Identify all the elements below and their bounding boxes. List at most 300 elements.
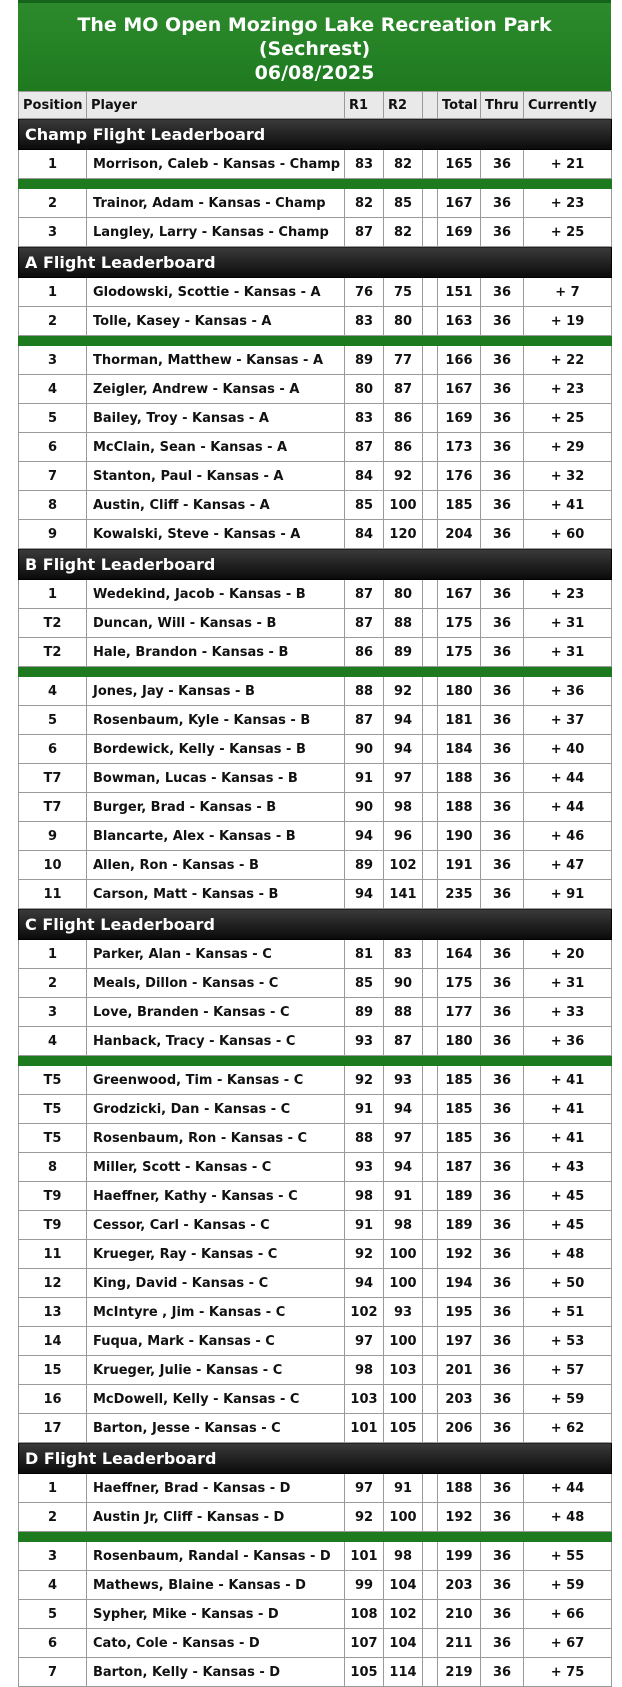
position-cell: 16 xyxy=(19,1385,87,1414)
position-cell: T5 xyxy=(19,1066,87,1095)
thru-cell: 36 xyxy=(481,706,524,735)
r2-cell: 77 xyxy=(384,346,423,375)
r2-cell: 141 xyxy=(384,880,423,909)
total-cell: 151 xyxy=(438,278,481,307)
r1-cell: 97 xyxy=(345,1474,384,1503)
r2-cell: 80 xyxy=(384,307,423,336)
currently-cell: + 37 xyxy=(524,706,612,735)
table-row xyxy=(19,1600,612,1629)
r1-cell: 88 xyxy=(345,1124,384,1153)
r1-cell: 89 xyxy=(345,346,384,375)
thru-cell: 36 xyxy=(481,1240,524,1269)
blank-cell xyxy=(423,1414,438,1443)
table-row xyxy=(19,1027,612,1056)
position-cell: 8 xyxy=(19,491,87,520)
table-row xyxy=(19,1182,612,1211)
blank-cell xyxy=(423,1182,438,1211)
total-cell: 188 xyxy=(438,793,481,822)
player-cell: Blancarte, Alex - Kansas - B xyxy=(87,822,345,851)
blank-cell xyxy=(423,1658,438,1687)
flight-title: D Flight Leaderboard xyxy=(19,1443,612,1474)
table-row xyxy=(19,1327,612,1356)
blank-cell xyxy=(423,609,438,638)
player-cell: Carson, Matt - Kansas - B xyxy=(87,880,345,909)
total-cell: 197 xyxy=(438,1327,481,1356)
blank-cell xyxy=(423,433,438,462)
total-cell: 184 xyxy=(438,735,481,764)
total-cell: 167 xyxy=(438,375,481,404)
position-cell: 17 xyxy=(19,1414,87,1443)
currently-cell: + 44 xyxy=(524,1474,612,1503)
blank-cell xyxy=(423,1327,438,1356)
blank-cell xyxy=(423,851,438,880)
table-row xyxy=(19,822,612,851)
total-cell: 180 xyxy=(438,1027,481,1056)
table-row xyxy=(19,1503,612,1532)
blank-cell xyxy=(423,1269,438,1298)
blank-cell xyxy=(423,822,438,851)
thru-cell: 36 xyxy=(481,1269,524,1298)
player-cell: Greenwood, Tim - Kansas - C xyxy=(87,1066,345,1095)
player-cell: Zeigler, Andrew - Kansas - A xyxy=(87,375,345,404)
position-cell: 6 xyxy=(19,735,87,764)
blank-cell xyxy=(423,218,438,247)
blank-cell xyxy=(423,1153,438,1182)
r2-cell: 91 xyxy=(384,1474,423,1503)
page-title xyxy=(18,0,611,91)
r1-cell: 82 xyxy=(345,189,384,218)
thru-cell: 36 xyxy=(481,1503,524,1532)
r1-cell: 90 xyxy=(345,793,384,822)
blank-cell xyxy=(423,1385,438,1414)
thru-cell: 36 xyxy=(481,1600,524,1629)
r2-cell: 93 xyxy=(384,1066,423,1095)
blank-cell xyxy=(423,580,438,609)
currently-cell: + 48 xyxy=(524,1240,612,1269)
player-cell: Krueger, Ray - Kansas - C xyxy=(87,1240,345,1269)
total-cell: 195 xyxy=(438,1298,481,1327)
thru-cell: 36 xyxy=(481,1211,524,1240)
position-cell: T5 xyxy=(19,1124,87,1153)
cut-divider xyxy=(19,336,612,346)
player-cell: Rosenbaum, Kyle - Kansas - B xyxy=(87,706,345,735)
flight-header xyxy=(19,247,612,278)
position-cell: 3 xyxy=(19,1542,87,1571)
blank-cell xyxy=(423,1095,438,1124)
table-row xyxy=(19,969,612,998)
position-cell: 6 xyxy=(19,433,87,462)
r2-cell: 120 xyxy=(384,520,423,549)
currently-cell: + 19 xyxy=(524,307,612,336)
total-cell: 175 xyxy=(438,969,481,998)
thru-cell: 36 xyxy=(481,491,524,520)
r2-cell: 96 xyxy=(384,822,423,851)
blank-cell xyxy=(423,1503,438,1532)
currently-cell: + 48 xyxy=(524,1503,612,1532)
thru-cell: 36 xyxy=(481,278,524,307)
cut-divider xyxy=(19,1532,612,1542)
position-cell: 4 xyxy=(19,1571,87,1600)
r2-cell: 89 xyxy=(384,638,423,667)
r2-cell: 102 xyxy=(384,851,423,880)
r1-cell: 101 xyxy=(345,1542,384,1571)
position-cell: 3 xyxy=(19,998,87,1027)
blank-cell xyxy=(423,764,438,793)
table-row xyxy=(19,677,612,706)
r2-cell: 100 xyxy=(384,491,423,520)
currently-cell: + 40 xyxy=(524,735,612,764)
cut-divider-bar xyxy=(19,336,612,346)
thru-cell: 36 xyxy=(481,1658,524,1687)
r1-cell: 94 xyxy=(345,880,384,909)
currently-cell: + 33 xyxy=(524,998,612,1027)
thru-cell: 36 xyxy=(481,1124,524,1153)
table-row xyxy=(19,1414,612,1443)
thru-cell: 36 xyxy=(481,1474,524,1503)
col-r1: R1 xyxy=(345,92,384,119)
table-row xyxy=(19,851,612,880)
r1-cell: 98 xyxy=(345,1182,384,1211)
blank-cell xyxy=(423,404,438,433)
column-header-row xyxy=(19,92,612,119)
r1-cell: 87 xyxy=(345,706,384,735)
player-cell: Thorman, Matthew - Kansas - A xyxy=(87,346,345,375)
position-cell: 14 xyxy=(19,1327,87,1356)
currently-cell: + 21 xyxy=(524,150,612,179)
player-cell: Kowalski, Steve - Kansas - A xyxy=(87,520,345,549)
thru-cell: 36 xyxy=(481,1571,524,1600)
position-cell: 5 xyxy=(19,706,87,735)
blank-cell xyxy=(423,793,438,822)
r1-cell: 80 xyxy=(345,375,384,404)
currently-cell: + 20 xyxy=(524,940,612,969)
position-cell: 4 xyxy=(19,1027,87,1056)
currently-cell: + 32 xyxy=(524,462,612,491)
r2-cell: 100 xyxy=(384,1240,423,1269)
total-cell: 185 xyxy=(438,1095,481,1124)
r1-cell: 91 xyxy=(345,764,384,793)
currently-cell: + 23 xyxy=(524,580,612,609)
thru-cell: 36 xyxy=(481,520,524,549)
position-cell: 5 xyxy=(19,404,87,433)
table-row xyxy=(19,189,612,218)
position-cell: 4 xyxy=(19,375,87,404)
r2-cell: 103 xyxy=(384,1356,423,1385)
r1-cell: 107 xyxy=(345,1629,384,1658)
total-cell: 187 xyxy=(438,1153,481,1182)
blank-cell xyxy=(423,150,438,179)
r2-cell: 102 xyxy=(384,1600,423,1629)
blank-cell xyxy=(423,189,438,218)
position-cell: 2 xyxy=(19,969,87,998)
currently-cell: + 75 xyxy=(524,1658,612,1687)
currently-cell: + 25 xyxy=(524,218,612,247)
table-row xyxy=(19,1211,612,1240)
r1-cell: 92 xyxy=(345,1240,384,1269)
player-cell: Bordewick, Kelly - Kansas - B xyxy=(87,735,345,764)
currently-cell: + 41 xyxy=(524,491,612,520)
total-cell: 185 xyxy=(438,491,481,520)
position-cell: 4 xyxy=(19,677,87,706)
r1-cell: 86 xyxy=(345,638,384,667)
cut-divider xyxy=(19,1056,612,1066)
r1-cell: 102 xyxy=(345,1298,384,1327)
r1-cell: 91 xyxy=(345,1095,384,1124)
cut-divider xyxy=(19,179,612,189)
player-cell: Tolle, Kasey - Kansas - A xyxy=(87,307,345,336)
r1-cell: 103 xyxy=(345,1385,384,1414)
total-cell: 190 xyxy=(438,822,481,851)
r1-cell: 88 xyxy=(345,677,384,706)
table-row xyxy=(19,404,612,433)
thru-cell: 36 xyxy=(481,1027,524,1056)
player-cell: Cessor, Carl - Kansas - C xyxy=(87,1211,345,1240)
r2-cell: 88 xyxy=(384,998,423,1027)
player-cell: Austin, Cliff - Kansas - A xyxy=(87,491,345,520)
total-cell: 235 xyxy=(438,880,481,909)
blank-cell xyxy=(423,638,438,667)
total-cell: 201 xyxy=(438,1356,481,1385)
thru-cell: 36 xyxy=(481,1095,524,1124)
table-row xyxy=(19,346,612,375)
currently-cell: + 41 xyxy=(524,1124,612,1153)
position-cell: T9 xyxy=(19,1182,87,1211)
blank-cell xyxy=(423,491,438,520)
blank-cell xyxy=(423,1474,438,1503)
table-row xyxy=(19,278,612,307)
currently-cell: + 41 xyxy=(524,1066,612,1095)
flight-header xyxy=(19,909,612,940)
r2-cell: 75 xyxy=(384,278,423,307)
table-row xyxy=(19,793,612,822)
thru-cell: 36 xyxy=(481,375,524,404)
table-row xyxy=(19,1629,612,1658)
total-cell: 177 xyxy=(438,998,481,1027)
total-cell: 199 xyxy=(438,1542,481,1571)
table-row xyxy=(19,520,612,549)
player-cell: Hale, Brandon - Kansas - B xyxy=(87,638,345,667)
total-cell: 203 xyxy=(438,1385,481,1414)
currently-cell: + 31 xyxy=(524,609,612,638)
thru-cell: 36 xyxy=(481,1629,524,1658)
blank-cell xyxy=(423,1066,438,1095)
blank-cell xyxy=(423,520,438,549)
r2-cell: 94 xyxy=(384,706,423,735)
flight-title: A Flight Leaderboard xyxy=(19,247,612,278)
blank-cell xyxy=(423,375,438,404)
blank-cell xyxy=(423,1124,438,1153)
total-cell: 180 xyxy=(438,677,481,706)
table-row xyxy=(19,1658,612,1687)
table-row xyxy=(19,1095,612,1124)
r2-cell: 88 xyxy=(384,609,423,638)
flight-title: C Flight Leaderboard xyxy=(19,909,612,940)
blank-cell xyxy=(423,278,438,307)
r1-cell: 83 xyxy=(345,307,384,336)
thru-cell: 36 xyxy=(481,150,524,179)
total-cell: 189 xyxy=(438,1211,481,1240)
thru-cell: 36 xyxy=(481,880,524,909)
r2-cell: 82 xyxy=(384,150,423,179)
position-cell: 11 xyxy=(19,1240,87,1269)
thru-cell: 36 xyxy=(481,189,524,218)
player-cell: Barton, Jesse - Kansas - C xyxy=(87,1414,345,1443)
thru-cell: 36 xyxy=(481,1066,524,1095)
r1-cell: 85 xyxy=(345,491,384,520)
total-cell: 167 xyxy=(438,189,481,218)
thru-cell: 36 xyxy=(481,307,524,336)
thru-cell: 36 xyxy=(481,793,524,822)
currently-cell: + 25 xyxy=(524,404,612,433)
thru-cell: 36 xyxy=(481,677,524,706)
position-cell: 1 xyxy=(19,1474,87,1503)
player-cell: Mathews, Blaine - Kansas - D xyxy=(87,1571,345,1600)
flight-header xyxy=(19,119,612,150)
total-cell: 204 xyxy=(438,520,481,549)
player-cell: Krueger, Julie - Kansas - C xyxy=(87,1356,345,1385)
position-cell: 8 xyxy=(19,1153,87,1182)
position-cell: 2 xyxy=(19,307,87,336)
player-cell: Jones, Jay - Kansas - B xyxy=(87,677,345,706)
thru-cell: 36 xyxy=(481,1153,524,1182)
player-cell: Grodzicki, Dan - Kansas - C xyxy=(87,1095,345,1124)
r2-cell: 87 xyxy=(384,1027,423,1056)
thru-cell: 36 xyxy=(481,462,524,491)
currently-cell: + 29 xyxy=(524,433,612,462)
r2-cell: 98 xyxy=(384,1542,423,1571)
thru-cell: 36 xyxy=(481,346,524,375)
thru-cell: 36 xyxy=(481,735,524,764)
position-cell: 2 xyxy=(19,1503,87,1532)
r2-cell: 100 xyxy=(384,1269,423,1298)
currently-cell: + 31 xyxy=(524,969,612,998)
thru-cell: 36 xyxy=(481,764,524,793)
r2-cell: 98 xyxy=(384,793,423,822)
blank-cell xyxy=(423,346,438,375)
currently-cell: + 67 xyxy=(524,1629,612,1658)
blank-cell xyxy=(423,677,438,706)
player-cell: Trainor, Adam - Kansas - Champ xyxy=(87,189,345,218)
blank-cell xyxy=(423,1571,438,1600)
cut-divider xyxy=(19,667,612,677)
thru-cell: 36 xyxy=(481,1356,524,1385)
player-cell: Sypher, Mike - Kansas - D xyxy=(87,1600,345,1629)
blank-cell xyxy=(423,1542,438,1571)
currently-cell: + 91 xyxy=(524,880,612,909)
thru-cell: 36 xyxy=(481,969,524,998)
r2-cell: 104 xyxy=(384,1571,423,1600)
flight-header xyxy=(19,549,612,580)
event-date: 06/08/2025 xyxy=(254,62,375,84)
r1-cell: 94 xyxy=(345,1269,384,1298)
r1-cell: 98 xyxy=(345,1356,384,1385)
thru-cell: 36 xyxy=(481,1385,524,1414)
position-cell: T7 xyxy=(19,764,87,793)
currently-cell: + 57 xyxy=(524,1356,612,1385)
total-cell: 175 xyxy=(438,638,481,667)
total-cell: 203 xyxy=(438,1571,481,1600)
currently-cell: + 59 xyxy=(524,1571,612,1600)
player-cell: Haeffner, Brad - Kansas - D xyxy=(87,1474,345,1503)
position-cell: 12 xyxy=(19,1269,87,1298)
r1-cell: 92 xyxy=(345,1066,384,1095)
leaderboard-table xyxy=(18,91,612,1687)
player-cell: Bowman, Lucas - Kansas - B xyxy=(87,764,345,793)
col-player: Player xyxy=(87,92,345,119)
r1-cell: 91 xyxy=(345,1211,384,1240)
col-thru: Thru xyxy=(481,92,524,119)
thru-cell: 36 xyxy=(481,580,524,609)
r2-cell: 94 xyxy=(384,735,423,764)
currently-cell: + 53 xyxy=(524,1327,612,1356)
r2-cell: 90 xyxy=(384,969,423,998)
table-row xyxy=(19,1124,612,1153)
r2-cell: 93 xyxy=(384,1298,423,1327)
total-cell: 206 xyxy=(438,1414,481,1443)
table-row xyxy=(19,735,612,764)
blank-cell xyxy=(423,880,438,909)
r2-cell: 92 xyxy=(384,677,423,706)
r1-cell: 83 xyxy=(345,404,384,433)
position-cell: T2 xyxy=(19,609,87,638)
r1-cell: 101 xyxy=(345,1414,384,1443)
currently-cell: + 45 xyxy=(524,1211,612,1240)
position-cell: T2 xyxy=(19,638,87,667)
position-cell: 5 xyxy=(19,1600,87,1629)
blank-cell xyxy=(423,735,438,764)
currently-cell: + 59 xyxy=(524,1385,612,1414)
position-cell: T7 xyxy=(19,793,87,822)
r2-cell: 97 xyxy=(384,764,423,793)
player-cell: Allen, Ron - Kansas - B xyxy=(87,851,345,880)
total-cell: 189 xyxy=(438,1182,481,1211)
r1-cell: 99 xyxy=(345,1571,384,1600)
r2-cell: 80 xyxy=(384,580,423,609)
r2-cell: 97 xyxy=(384,1124,423,1153)
cut-divider-bar xyxy=(19,1056,612,1066)
blank-cell xyxy=(423,462,438,491)
r1-cell: 89 xyxy=(345,851,384,880)
currently-cell: + 60 xyxy=(524,520,612,549)
position-cell: 11 xyxy=(19,880,87,909)
total-cell: 175 xyxy=(438,609,481,638)
player-cell: Cato, Cole - Kansas - D xyxy=(87,1629,345,1658)
currently-cell: + 41 xyxy=(524,1095,612,1124)
table-row xyxy=(19,880,612,909)
table-row xyxy=(19,706,612,735)
currently-cell: + 36 xyxy=(524,1027,612,1056)
r2-cell: 91 xyxy=(384,1182,423,1211)
position-cell: 1 xyxy=(19,278,87,307)
position-cell: T9 xyxy=(19,1211,87,1240)
table-row xyxy=(19,1356,612,1385)
player-cell: McIntyre , Jim - Kansas - C xyxy=(87,1298,345,1327)
thru-cell: 36 xyxy=(481,998,524,1027)
player-cell: Parker, Alan - Kansas - C xyxy=(87,940,345,969)
table-row xyxy=(19,150,612,179)
total-cell: 166 xyxy=(438,346,481,375)
r2-cell: 114 xyxy=(384,1658,423,1687)
position-cell: T5 xyxy=(19,1095,87,1124)
r1-cell: 93 xyxy=(345,1153,384,1182)
currently-cell: + 22 xyxy=(524,346,612,375)
thru-cell: 36 xyxy=(481,822,524,851)
position-cell: 6 xyxy=(19,1629,87,1658)
player-cell: King, David - Kansas - C xyxy=(87,1269,345,1298)
currently-cell: + 23 xyxy=(524,189,612,218)
currently-cell: + 66 xyxy=(524,1600,612,1629)
player-cell: Barton, Kelly - Kansas - D xyxy=(87,1658,345,1687)
